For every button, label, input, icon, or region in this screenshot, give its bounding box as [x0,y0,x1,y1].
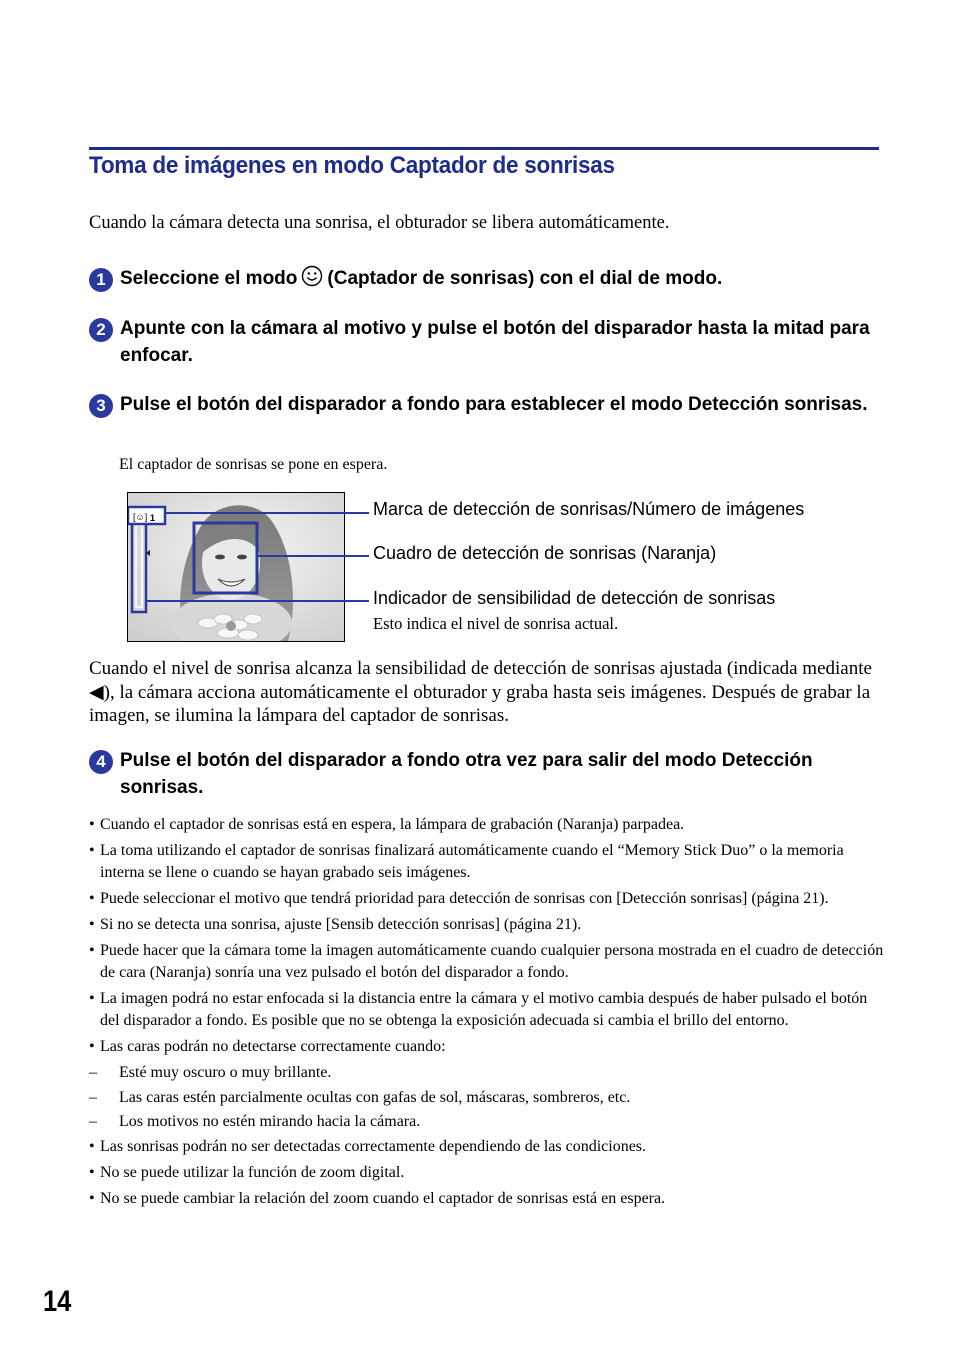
body-paragraph: Cuando el nivel de sonrisa alcanza la sensibilidad de detección de sonrisas ajustada (indicada mediante ◀), la cámara acciona automáticamente el obturador y graba hasta seis imágenes. Después de grabar la imagen, se ilumina la lámpara del captador de sonrisas. [89,658,872,726]
sub-note-item: – Las caras estén parcialmente ocultas con gafas de sol, máscaras, sombreros, etc. [89,1087,884,1109]
page-number: 14 [43,1285,72,1318]
step-4 [89,747,879,801]
note-item: • No se puede utilizar la función de zoom digital. [89,1162,884,1184]
note-item: • Las sonrisas podrán no ser detectadas correctamente dependiendo de las condiciones. [89,1136,884,1158]
leader-line [258,555,369,557]
note-item: • La toma utilizando el captador de sonrisas finalizará automáticamente cuando el “Memory Stick Duo” o la memoria interna se llene o cuando se hayan grabado seis imágenes. [89,840,884,884]
smile-shutter-icon [301,265,323,287]
step-number-badge: 3 [89,394,113,418]
step-2 [89,315,879,369]
step-number-badge: 1 [89,268,113,292]
page-title: Toma de imágenes en modo Captador de sonrisas [89,152,615,179]
note-item: • Puede hacer que la cámara tome la imagen automáticamente cuando cualquier persona mostrada en el cuadro de detección de cara (Naranja) sonría una vez pulsado el botón del disparador a fondo. [89,940,884,984]
note-item: • La imagen podrá no estar enfocada si la distancia entre la cámara y el motivo cambia después de haber pulsado el botón del disparador a fondo. Es posible que no se obtenga la exposición adecuada si cambia el brillo del entorno. [89,988,884,1032]
svg-text:1: 1 [150,513,156,523]
section-rule [89,147,879,150]
note-item: • Si no se detecta una sonrisa, ajuste [Sensib detección sonrisas] (página 21). [89,914,884,936]
note-item: • No se puede cambiar la relación del zoom cuando el captador de sonrisas está en espera. [89,1188,884,1210]
sub-note-item: – Esté muy oscuro o muy brillante. [89,1062,884,1084]
step-number-badge: 2 [89,318,113,342]
portrait-photo [128,493,344,641]
callout-label: Indicador de sensibilidad de detección de sonrisas [373,588,776,608]
leader-line [164,512,369,514]
step-1 [89,265,879,292]
sub-note-item: – Los motivos no estén mirando hacia la cámara. [89,1111,884,1133]
step-text: Apunte con la cámara al motivo y pulse el botón del disparador hasta la mitad para enfocar. [120,318,870,366]
step-text: Pulse el botón del disparador a fondo otra vez para salir del modo Detección sonrisas. [120,750,813,798]
step-number-badge: 4 [89,750,113,774]
note-item: • Puede seleccionar el motivo que tendrá prioridad para detección de sonrisas con [Detección sonrisas] (página 21). [89,888,884,910]
callout-sublabel: Esto indica el nivel de sonrisa actual. [373,614,619,633]
notes-list [89,814,884,1214]
note-item: • Las caras podrán no detectarse correctamente cuando: [89,1036,884,1058]
step-3-note: El captador de sonrisas se pone en espera. [119,456,388,473]
step-3 [89,391,879,418]
leader-line [145,600,369,602]
callout-label: Marca de detección de sonrisas/Número de imágenes [373,499,805,519]
callout-label: Cuadro de detección de sonrisas (Naranja) [373,543,717,563]
note-item: • Cuando el captador de sonrisas está en espera, la lámpara de grabación (Naranja) parpadea. [89,814,884,836]
intro-text: Cuando la cámara detecta una sonrisa, el obturador se libera automáticamente. [89,213,670,233]
svg-text:[☺]: [☺] [133,512,148,522]
step-text: Seleccione el modo (Captador de sonrisas) con el dial de modo. [120,265,879,292]
camera-screen-illustration [127,492,345,642]
step-text: Pulse el botón del disparador a fondo para establecer el modo Detección sonrisas. [120,394,868,415]
